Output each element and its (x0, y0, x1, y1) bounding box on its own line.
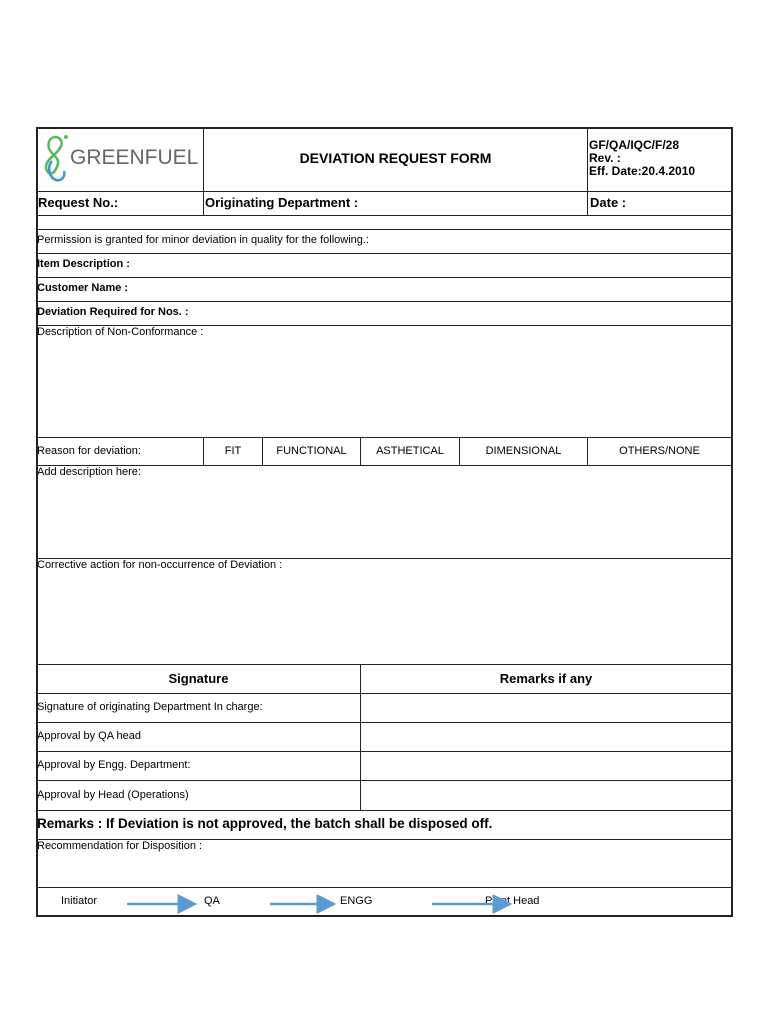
non-conformance-label: Description of Non-Conformance : (37, 326, 204, 338)
reason-option-functional: FUNCTIONAL (276, 445, 347, 457)
signature-column-header: Signature (168, 671, 229, 686)
add-description-label: Add description here: (37, 466, 141, 478)
recommendation-label: Recommendation for Disposition : (37, 840, 203, 852)
date-label: Date : (590, 195, 627, 210)
signature-row: Approval by Engg. Department: (37, 759, 191, 771)
customer-name-label: Customer Name : (37, 282, 129, 294)
logo-text: GREENFUEL (70, 146, 198, 169)
permission-statement: Permission is granted for minor deviation in quality for the following.: (37, 234, 369, 246)
signature-row: Approval by Head (Operations) (37, 789, 189, 801)
flow-step-plant-head: Plant Head (485, 895, 540, 907)
flow-step-qa: QA (204, 895, 220, 907)
item-description-label: Item Description : (37, 258, 130, 270)
originating-department-label: Originating Department : (205, 195, 359, 210)
reason-option-others: OTHERS/NONE (619, 445, 700, 457)
effective-date: Eff. Date:20.4.2010 (589, 164, 696, 178)
form-title: DEVIATION REQUEST FORM (299, 150, 492, 166)
reason-label: Reason for deviation: (37, 445, 141, 457)
corrective-action-label: Corrective action for non-occurrence of Deviation : (37, 559, 283, 571)
revision: Rev. : (589, 151, 621, 165)
flow-step-engg: ENGG (340, 895, 373, 907)
reason-option-asthetical: ASTHETICAL (376, 445, 444, 457)
document-code: GF/QA/IQC/F/28 (589, 138, 680, 152)
flow-step-initiator: Initiator (61, 895, 98, 907)
remarks-column-header: Remarks if any (499, 671, 593, 686)
reason-option-fit: FIT (224, 445, 242, 457)
request-no-label: Request No.: (38, 195, 119, 210)
signature-row: Approval by QA head (37, 730, 141, 742)
signature-row: Signature of originating Department In charge: (37, 701, 263, 713)
deviation-required-label: Deviation Required for Nos. : (37, 306, 189, 318)
reason-option-dimensional: DIMENSIONAL (485, 445, 562, 457)
remarks-note: Remarks : If Deviation is not approved, the batch shall be disposed off. (37, 816, 493, 831)
